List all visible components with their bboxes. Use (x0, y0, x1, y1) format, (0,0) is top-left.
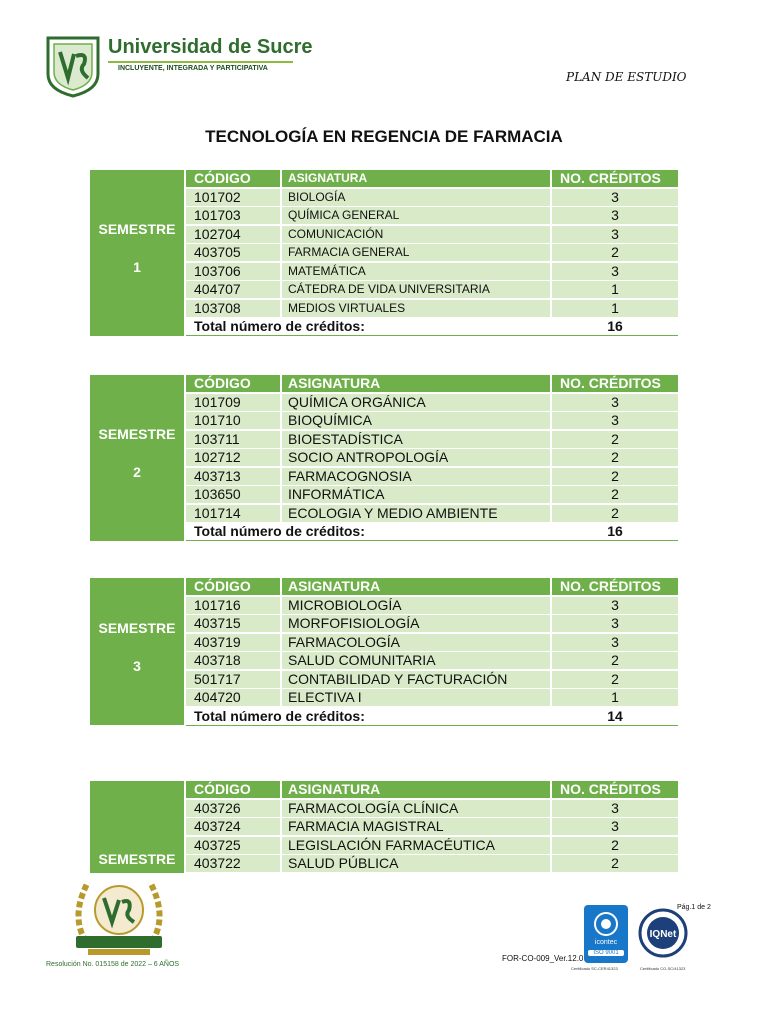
course-credits: 2 (552, 505, 678, 522)
course-code: 101714 (186, 505, 280, 522)
course-code: 501717 (186, 671, 280, 688)
icontec-logo (584, 905, 628, 963)
semester-label: SEMESTRE (98, 851, 176, 867)
course-code: 403726 (186, 800, 280, 817)
subject-header: ASIGNATURA (282, 375, 550, 392)
course-credits: 2 (552, 855, 678, 872)
code-header: CÓDIGO (186, 781, 280, 798)
semester-number: 3 (133, 658, 141, 674)
course-subject: MORFOFISIOLOGÍA (282, 615, 550, 632)
course-credits: 3 (552, 412, 678, 429)
page-title: TECNOLOGÍA EN REGENCIA DE FARMACIA (205, 127, 563, 146)
accreditation-seal-icon (66, 872, 172, 958)
course-subject: FARMACOLOGÍA CLÍNICA (282, 800, 550, 817)
plan-label: PLAN DE ESTUDIO (566, 70, 687, 84)
total-label: Total número de créditos: (186, 708, 678, 725)
course-subject: FARMACIA MAGISTRAL (282, 818, 550, 835)
semester-number: 1 (133, 259, 141, 276)
course-subject: SALUD PÚBLICA (282, 855, 550, 872)
course-code: 403719 (186, 634, 280, 651)
course-subject: FARMACIA GENERAL (282, 244, 550, 261)
credits-header: NO. CRÉDITOS (552, 781, 678, 798)
course-code: 101710 (186, 412, 280, 429)
course-code: 403713 (186, 468, 280, 485)
course-credits: 1 (552, 300, 678, 317)
total-underline (186, 318, 678, 336)
course-code: 403705 (186, 244, 280, 261)
course-subject: BIOQUÍMICA (282, 412, 550, 429)
course-code: 103711 (186, 431, 280, 448)
divider (108, 61, 293, 63)
code-header: CÓDIGO (186, 170, 280, 187)
subject-header: ASIGNATURA (282, 578, 550, 595)
university-tagline: INCLUYENTE, INTEGRADA Y PARTICIPATIVA (118, 65, 268, 72)
course-credits: 3 (552, 226, 678, 243)
course-subject: MICROBIOLOGÍA (282, 597, 550, 614)
course-subject: COMUNICACIÓN (282, 226, 550, 243)
course-credits: 3 (552, 189, 678, 206)
total-credits: 16 (607, 523, 623, 539)
semester-label: SEMESTRE (98, 426, 176, 443)
university-name: Universidad de Sucre (108, 36, 313, 58)
semester-label: SEMESTRE (98, 221, 176, 238)
course-subject: FARMACOLOGÍA (282, 634, 550, 651)
course-credits: 1 (552, 689, 678, 706)
iqnet-label: IQNet (649, 929, 677, 940)
course-subject: MEDIOS VIRTUALES (282, 300, 550, 317)
semester-label-cell (90, 375, 184, 541)
semester-label-cell (90, 170, 184, 336)
course-subject: BIOLOGÍA (282, 189, 550, 206)
course-subject: QUÍMICA GENERAL (282, 207, 550, 224)
shield-icon (44, 34, 102, 98)
total-label: Total número de créditos: (186, 523, 678, 540)
course-subject: SALUD COMUNITARIA (282, 652, 550, 669)
university-logo (38, 28, 313, 98)
total-underline (186, 523, 678, 541)
course-credits: 2 (552, 449, 678, 466)
iqnet-icon (638, 908, 688, 958)
subject-header: ASIGNATURA (282, 781, 550, 798)
semester-number: 2 (133, 464, 141, 481)
course-subject: SOCIO ANTROPOLOGÍA (282, 449, 550, 466)
course-code: 103650 (186, 486, 280, 503)
subject-header: ASIGNATURA (282, 170, 550, 187)
course-code: 101702 (186, 189, 280, 206)
course-credits: 2 (552, 652, 678, 669)
icontec-icon (593, 911, 619, 937)
total-label: Total número de créditos: (186, 318, 678, 335)
course-credits: 3 (552, 597, 678, 614)
icontec-label: icontec (594, 939, 618, 946)
semester-label-cell (90, 578, 184, 725)
course-subject: BIOESTADÍSTICA (282, 431, 550, 448)
course-code: 101703 (186, 207, 280, 224)
course-credits: 2 (552, 671, 678, 688)
course-code: 102712 (186, 449, 280, 466)
course-subject: LEGISLACIÓN FARMACÉUTICA (282, 837, 550, 854)
course-credits: 2 (552, 244, 678, 261)
resolution-text: Resolución No. 015158 de 2022 – 6 AÑOS (46, 961, 180, 968)
course-credits: 2 (552, 486, 678, 503)
credits-header: NO. CRÉDITOS (552, 170, 678, 187)
course-code: 103708 (186, 300, 280, 317)
course-subject: CONTABILIDAD Y FACTURACIÓN (282, 671, 550, 688)
course-code: 102704 (186, 226, 280, 243)
course-credits: 3 (552, 207, 678, 224)
course-credits: 3 (552, 800, 678, 817)
course-credits: 3 (552, 394, 678, 411)
iso-label: ISO 9001 (588, 950, 624, 956)
course-code: 404707 (186, 281, 280, 298)
form-code: FOR-CO-009_Ver.12.0 (502, 954, 584, 963)
course-credits: 3 (552, 634, 678, 651)
course-code: 103706 (186, 263, 280, 280)
course-code: 403722 (186, 855, 280, 872)
code-header: CÓDIGO (186, 578, 280, 595)
total-credits: 16 (607, 318, 623, 334)
semester-label: SEMESTRE (98, 620, 176, 636)
course-credits: 2 (552, 837, 678, 854)
course-credits: 3 (552, 615, 678, 632)
credits-header: NO. CRÉDITOS (552, 578, 678, 595)
course-code: 403718 (186, 652, 280, 669)
course-subject: MATEMÁTICA (282, 263, 550, 280)
course-code: 403724 (186, 818, 280, 835)
total-underline (186, 708, 678, 726)
credits-header: NO. CRÉDITOS (552, 375, 678, 392)
course-code: 404720 (186, 689, 280, 706)
code-header: CÓDIGO (186, 375, 280, 392)
course-credits: 3 (552, 818, 678, 835)
course-credits: 3 (552, 263, 678, 280)
course-subject: ELECTIVA I (282, 689, 550, 706)
course-subject: QUÍMICA ORGÁNICA (282, 394, 550, 411)
course-code: 101716 (186, 597, 280, 614)
course-credits: 2 (552, 431, 678, 448)
course-credits: 1 (552, 281, 678, 298)
certificate-1: Certificado SC-CER41323 (571, 966, 618, 971)
course-subject: ECOLOGIA Y MEDIO AMBIENTE (282, 505, 550, 522)
course-subject: FARMACOGNOSIA (282, 468, 550, 485)
course-subject: INFORMÁTICA (282, 486, 550, 503)
page-number: Pág.1 de 2 (677, 904, 711, 911)
certificate-2: Certificado CO-SC/41323 (640, 966, 686, 971)
course-code: 403725 (186, 837, 280, 854)
total-credits: 14 (607, 707, 623, 724)
course-credits: 2 (552, 468, 678, 485)
course-code: 101709 (186, 394, 280, 411)
course-subject: CÁTEDRA DE VIDA UNIVERSITARIA (282, 281, 550, 298)
course-code: 403715 (186, 615, 280, 632)
